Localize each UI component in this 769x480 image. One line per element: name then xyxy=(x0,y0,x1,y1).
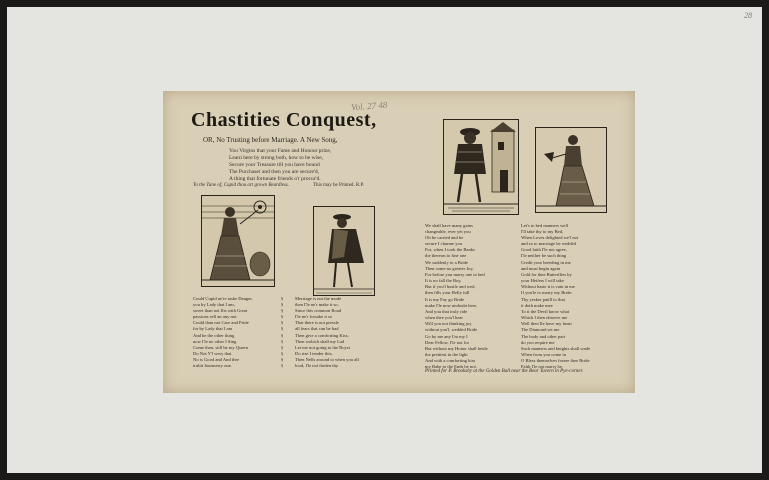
stanza-line: Thy yesker patill to that xyxy=(521,297,565,302)
stanza-line: Then Nells around to when you all xyxy=(295,356,359,362)
stanza-line: changeable, ever yet you xyxy=(425,229,471,235)
stanza-line: But if you'l bustle and wed, xyxy=(425,283,476,289)
stanza-line: Let's to bed manners well xyxy=(521,223,569,228)
stanza-line: Merriage is not the mode xyxy=(295,296,342,301)
stanza-line: lood, I'le not finden thy. xyxy=(295,363,339,369)
stanza-column-5 xyxy=(425,297,488,370)
stanza-column-1 xyxy=(193,296,253,369)
stanza-line: and must begin again xyxy=(521,265,561,271)
stanza-line: The Diamond set me xyxy=(521,327,560,333)
stanza-line: When from you come in xyxy=(521,351,566,357)
stanza-line: then fills your Belly full xyxy=(425,290,470,296)
stanza-line: And be the other thing xyxy=(193,332,235,338)
man-house-woodcut-icon xyxy=(444,120,518,214)
stanza-line: Do Not Y'l wery that xyxy=(193,350,232,356)
stanza-line: Gold for thee Butterflies by xyxy=(521,271,572,277)
woodcut-gallant-with-cloak xyxy=(313,206,375,296)
stanza-line: when thee you'l hear xyxy=(425,315,463,321)
woman-woodcut-icon xyxy=(536,128,606,212)
stanza-line: Will you not thinking joy xyxy=(425,321,472,327)
stanza-line: Come then, still be my Queen xyxy=(193,344,248,350)
stanza-line: It is no fall the Boy, xyxy=(425,277,462,283)
verse-line: You Virgins that your Fame and Honour prize, xyxy=(229,148,332,154)
stanza-line: Since this common Road xyxy=(295,308,342,314)
stanza-line: But without my Honor shall beide xyxy=(425,345,488,351)
stanza-line: For, when I took the Banks xyxy=(425,247,475,253)
lady-woodcut-icon xyxy=(202,196,274,286)
woodcut-man-before-house xyxy=(443,119,519,215)
woodcut-lady-with-fan xyxy=(201,195,275,287)
stanza-line: Then give a comforting Kiss, xyxy=(295,332,349,338)
verse-line: The Purchaser and then you are secure'd, xyxy=(229,169,320,175)
stanza-line: the thereon to fine one xyxy=(425,253,467,259)
stanza-line: That there is not pressle xyxy=(295,320,339,326)
stanza-line: all fears that can be had xyxy=(295,326,339,332)
stanza-line: O Bless themselves forsee thee Bride xyxy=(521,357,590,363)
stanza-line: I'le ne'r forsake it so xyxy=(295,314,333,320)
stanza-line: I'll take thy to my Bed, xyxy=(521,229,564,235)
stanza-line: now I'le no other I Sing xyxy=(193,338,237,344)
stanza-line: do you require me xyxy=(521,339,555,345)
stanza-line: Could than not Care and Pride xyxy=(193,320,249,326)
stanza-line: I'le neither be such thing xyxy=(521,253,567,259)
stanza-line: When Loves delighted we'l not xyxy=(521,235,579,241)
verse-line: A thing that fortunate friends o'r procur'd. xyxy=(229,176,321,182)
column-divider-ornament: § § § § § § § § § § § § xyxy=(281,296,284,369)
stanza-line: If you'le to marry my Bride. xyxy=(521,290,573,296)
stanza-line: We suddenly to a Bride xyxy=(425,259,469,265)
pencil-annotation: Vol. 27 48 xyxy=(350,99,388,113)
stanza-line: Oh be carried and be xyxy=(425,235,464,241)
stanza-column-4 xyxy=(521,223,578,296)
stanza-line: for by Lady that I am xyxy=(193,326,233,332)
stanza-line: Could Cupid ne're taske Danger, xyxy=(193,296,253,301)
stanza-line: your Heifers I will take xyxy=(521,277,564,283)
stanza-line: Credit your breeding in me xyxy=(521,259,571,265)
stanza-line: without you'l, wedded Bride xyxy=(425,327,478,333)
ballad-title: Chastities Conquest, xyxy=(191,109,377,131)
gallant-woodcut-icon xyxy=(314,207,374,295)
stanza-line: No is Good and And thre xyxy=(193,356,240,362)
printer-imprint: Printed for P. Brooksby at the Golden Ball near the Bear Tavern in Pye-corner. xyxy=(425,369,584,374)
stanza-line: Good faith I'le not agree, xyxy=(521,247,567,253)
stanza-line: To it the Devil know what xyxy=(521,309,570,315)
stanza-line: Let me not going to the Boyst xyxy=(295,344,350,350)
mount-board xyxy=(7,7,762,473)
verse-line: Learn here by strong both, how to be wise, xyxy=(229,155,324,161)
stanza-line: sweet than not Ilis with Great xyxy=(193,308,248,314)
plate-number: 28 xyxy=(744,11,752,20)
stanza-line: Well then Ile have my heart xyxy=(521,321,572,327)
stanza-line: make I'le now undoubt here, xyxy=(425,303,478,309)
tune-line: To the Tune of, Cupid thou art grown Beardless. xyxy=(193,183,290,188)
stanza-line: Do rise I tender this, xyxy=(295,350,333,356)
intro-verse xyxy=(229,148,331,183)
stanza-column-2 xyxy=(295,296,359,369)
license-line: This may be Printed. R.P. xyxy=(313,183,364,188)
stanza-column-6 xyxy=(521,297,590,370)
stanza-line: Which I then observe me xyxy=(521,315,568,321)
stanza-line: the prettiest in the light xyxy=(425,351,468,357)
stanza-line: The body and other part xyxy=(521,333,566,339)
stanza-line: Then wohich shall my Lad xyxy=(295,338,345,344)
stanza-line: And with a comforting kiss xyxy=(425,357,476,363)
stanza-line: you by Lady that I am, xyxy=(193,302,235,308)
stanza-line: Faith I'le not marry be. xyxy=(521,364,564,370)
stanza-line: my Babe to the Ends be not. xyxy=(425,364,477,370)
stanza-line: We shall have many gains xyxy=(425,223,473,228)
stanza-line: Such manners and knights shall wade xyxy=(521,345,591,351)
stanza-line: Go by me any I'm my I xyxy=(425,333,468,339)
stanza-line: passions sell an any not. xyxy=(193,314,238,320)
stanza-line: Dear Fellow, I'le not for xyxy=(425,339,470,345)
ballad-sheet xyxy=(163,91,635,393)
ballad-subtitle: OR, No Trusting before Marriage. A New Song, xyxy=(203,136,338,144)
stanza-line: trulitt Iourmerry one. xyxy=(193,363,232,369)
stanza-line: Without haste it is vain in me xyxy=(521,283,575,289)
stanza-line: then I'le ne'r make it so, xyxy=(295,302,339,308)
woodcut-woman-with-fan xyxy=(535,127,607,213)
stanza-line: Then come no greater Joy, xyxy=(425,265,474,271)
stanza-line: For before you marry one to bed xyxy=(425,271,485,277)
verse-line: Secure your Treasure till you have bound xyxy=(229,162,320,168)
stanza-line: secure I charme you xyxy=(425,241,463,247)
stanza-line: and so to marriage be wedded xyxy=(521,241,576,247)
stanza-line: It is my Fay go Bride xyxy=(425,297,465,302)
stanza-line: it doth make mee xyxy=(521,303,553,309)
stanza-line: And you that truly ride xyxy=(425,309,468,315)
stanza-column-3 xyxy=(425,223,485,296)
